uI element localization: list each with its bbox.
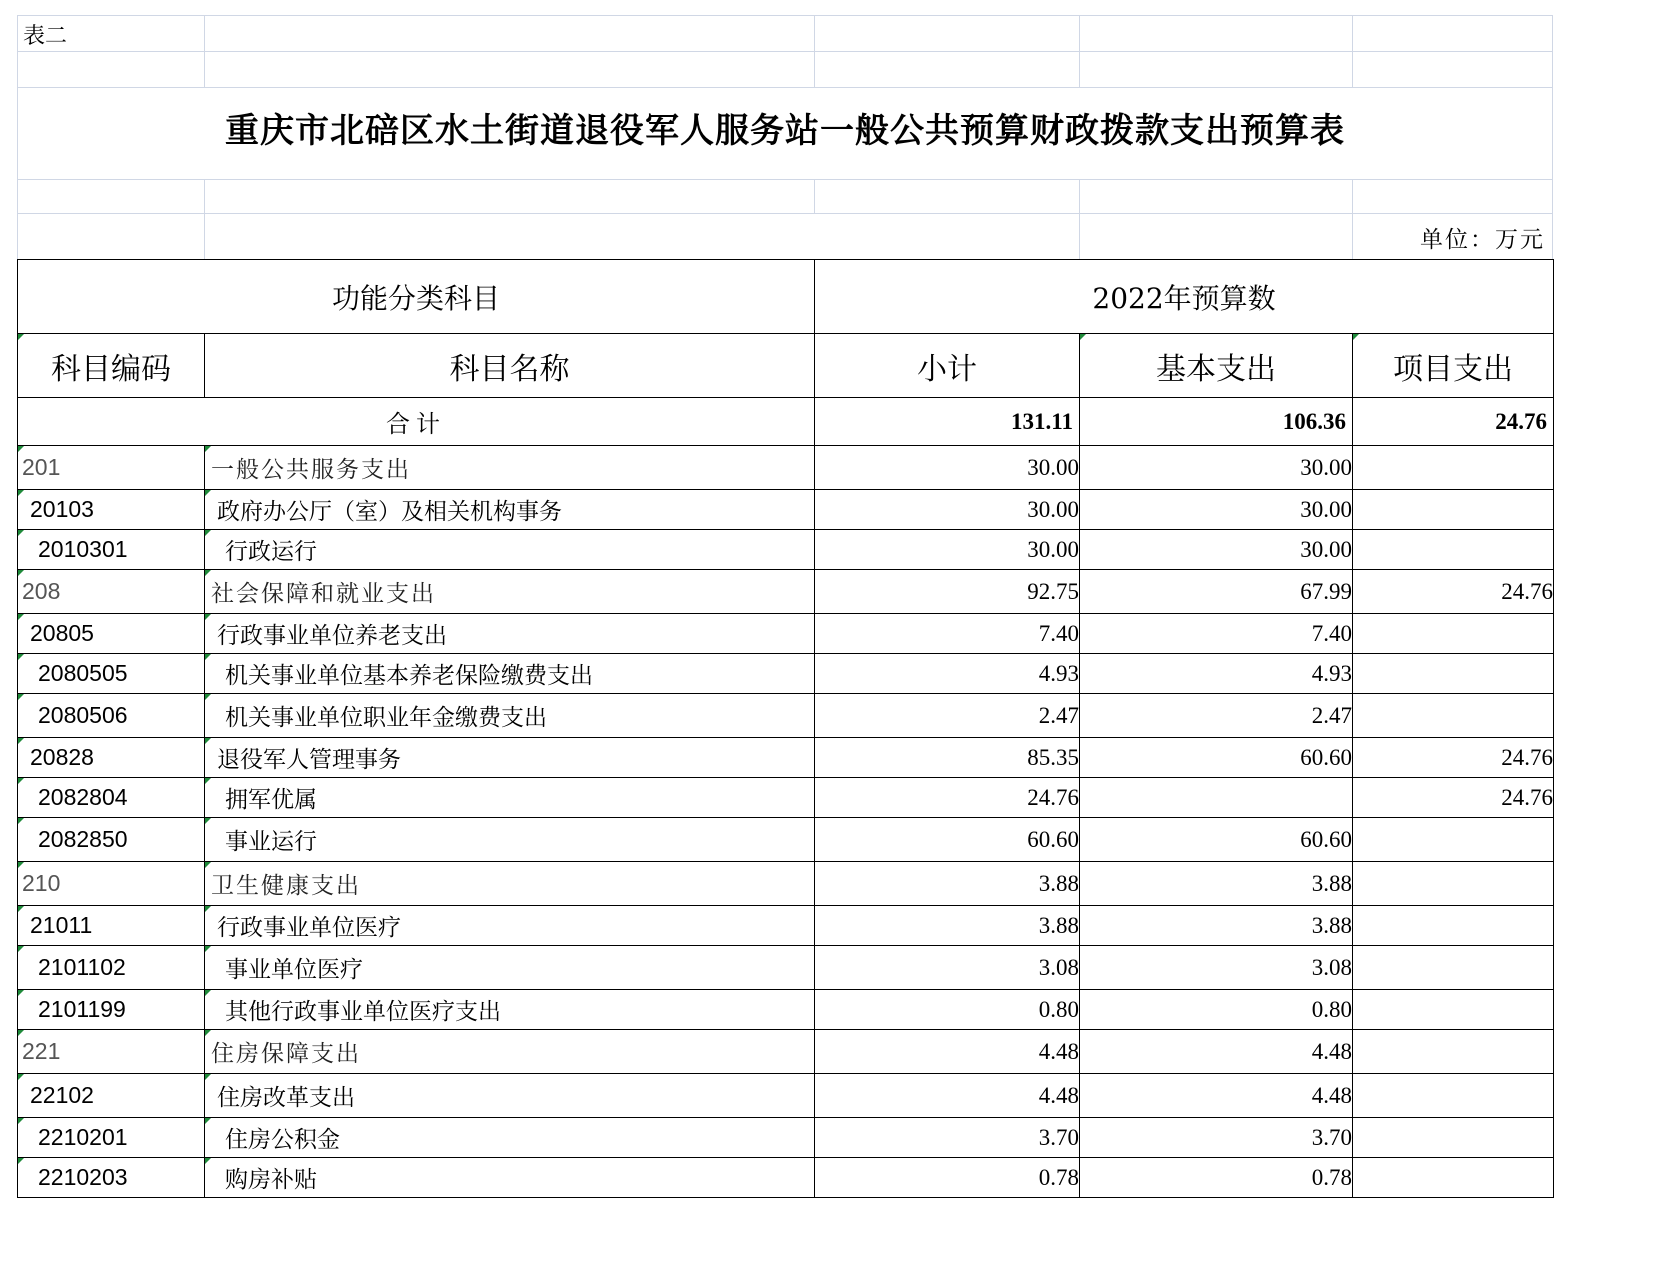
table-row	[18, 1158, 1554, 1198]
table-row	[18, 570, 1554, 614]
subject-code: 20805	[18, 614, 205, 654]
project-value	[1353, 694, 1554, 738]
subject-name: 事业单位医疗	[205, 946, 815, 990]
project-value	[1353, 1118, 1554, 1158]
table-row	[18, 694, 1554, 738]
table-row	[18, 1030, 1554, 1074]
subject-code: 2210203	[18, 1158, 205, 1198]
subject-name: 卫生健康支出	[205, 862, 815, 906]
basic-value: 3.08	[1080, 946, 1353, 990]
project-value	[1353, 530, 1554, 570]
header-function-category: 功能分类科目	[18, 260, 815, 334]
subject-code: 2101199	[18, 990, 205, 1030]
subject-code: 2082804	[18, 778, 205, 818]
sheet-label: 表二	[23, 24, 68, 49]
subject-name: 政府办公厅（室）及相关机构事务	[205, 490, 815, 530]
basic-value: 30.00	[1080, 490, 1353, 530]
subtotal-value: 24.76	[815, 778, 1080, 818]
basic-value	[1080, 778, 1353, 818]
subject-name: 住房改革支出	[205, 1074, 815, 1118]
table-row	[18, 1074, 1554, 1118]
subject-code: 2010301	[18, 530, 205, 570]
project-value: 24.76	[1353, 570, 1554, 614]
subtotal-value: 30.00	[815, 446, 1080, 490]
subject-code: 201	[18, 446, 205, 490]
project-value	[1353, 906, 1554, 946]
subject-name: 机关事业单位基本养老保险缴费支出	[205, 654, 815, 694]
project-value: 24.76	[1353, 738, 1554, 778]
project-value	[1353, 614, 1554, 654]
basic-value: 60.60	[1080, 818, 1353, 862]
subject-code: 2101102	[18, 946, 205, 990]
project-value	[1353, 862, 1554, 906]
project-value	[1353, 990, 1554, 1030]
grid-line	[1079, 179, 1080, 259]
project-value	[1353, 818, 1554, 862]
subtotal-value: 0.80	[815, 990, 1080, 1030]
project-value: 24.76	[1353, 778, 1554, 818]
grid-line	[1079, 15, 1080, 87]
table-row	[18, 778, 1554, 818]
table-row	[18, 906, 1554, 946]
basic-value: 4.48	[1080, 1030, 1353, 1074]
table-row	[18, 946, 1554, 990]
table-row	[18, 446, 1554, 490]
project-value	[1353, 654, 1554, 694]
subject-name: 购房补贴	[205, 1158, 815, 1198]
table-row	[18, 862, 1554, 906]
basic-value: 3.70	[1080, 1118, 1353, 1158]
subtotal-value: 3.88	[815, 862, 1080, 906]
subject-name: 机关事业单位职业年金缴费支出	[205, 694, 815, 738]
subject-code: 221	[18, 1030, 205, 1074]
subject-code: 20828	[18, 738, 205, 778]
basic-value: 3.88	[1080, 906, 1353, 946]
grid-line	[1352, 15, 1353, 87]
budget-sheet	[17, 15, 1553, 1260]
total-project: 24.76	[1353, 398, 1554, 446]
page-title: 重庆市北碚区水土街道退役军人服务站一般公共预算财政拨款支出预算表	[225, 111, 1345, 151]
subject-name: 事业运行	[205, 818, 815, 862]
grid-line	[1352, 179, 1353, 259]
basic-value: 60.60	[1080, 738, 1353, 778]
subtotal-value: 3.70	[815, 1118, 1080, 1158]
grid-line	[204, 179, 205, 259]
subject-code: 20103	[18, 490, 205, 530]
subject-code: 2080505	[18, 654, 205, 694]
header-code: 科目编码	[18, 334, 205, 398]
table-row	[18, 654, 1554, 694]
subtotal-value: 2.47	[815, 694, 1080, 738]
header-name: 科目名称	[205, 334, 815, 398]
grid-line	[814, 179, 815, 213]
table-row	[18, 738, 1554, 778]
basic-value: 7.40	[1080, 614, 1353, 654]
grid-line	[204, 15, 205, 87]
total-label: 合计	[18, 398, 815, 446]
subtotal-value: 7.40	[815, 614, 1080, 654]
grid-line	[17, 51, 1553, 52]
subtotal-value: 0.78	[815, 1158, 1080, 1198]
table-row	[18, 490, 1554, 530]
basic-value: 0.80	[1080, 990, 1353, 1030]
subject-name: 住房保障支出	[205, 1030, 815, 1074]
unit-label: 单位：万元	[1420, 227, 1545, 253]
basic-value: 4.93	[1080, 654, 1353, 694]
basic-value: 30.00	[1080, 530, 1353, 570]
total-row	[18, 398, 1554, 446]
project-value	[1353, 1074, 1554, 1118]
header-budget-year: 2022年预算数	[815, 260, 1554, 334]
header-group-row	[18, 260, 1554, 334]
subtotal-value: 3.88	[815, 906, 1080, 946]
subject-code: 2210201	[18, 1118, 205, 1158]
subtotal-value: 30.00	[815, 530, 1080, 570]
subject-name: 行政事业单位养老支出	[205, 614, 815, 654]
basic-value: 4.48	[1080, 1074, 1353, 1118]
subject-code: 2080506	[18, 694, 205, 738]
grid-line	[17, 15, 1553, 16]
project-value	[1353, 1158, 1554, 1198]
header-column-row	[18, 334, 1554, 398]
subtotal-value: 3.08	[815, 946, 1080, 990]
basic-value: 2.47	[1080, 694, 1353, 738]
subject-code: 208	[18, 570, 205, 614]
subtotal-value: 4.93	[815, 654, 1080, 694]
grid-line	[17, 213, 1553, 214]
subtotal-value: 4.48	[815, 1074, 1080, 1118]
subject-code: 21011	[18, 906, 205, 946]
subject-name: 行政运行	[205, 530, 815, 570]
subject-name: 社会保障和就业支出	[205, 570, 815, 614]
subject-name: 拥军优属	[205, 778, 815, 818]
subject-name: 退役军人管理事务	[205, 738, 815, 778]
subject-name: 住房公积金	[205, 1118, 815, 1158]
basic-value: 3.88	[1080, 862, 1353, 906]
table-row	[18, 818, 1554, 862]
project-value	[1353, 490, 1554, 530]
subject-code: 210	[18, 862, 205, 906]
subject-name: 一般公共服务支出	[205, 446, 815, 490]
basic-value: 30.00	[1080, 446, 1353, 490]
project-value	[1353, 446, 1554, 490]
table-row	[18, 1118, 1554, 1158]
grid-line	[17, 179, 1553, 180]
grid-line	[17, 87, 1553, 88]
table-row	[18, 530, 1554, 570]
subtotal-value: 30.00	[815, 490, 1080, 530]
total-basic: 106.36	[1080, 398, 1353, 446]
subtotal-value: 92.75	[815, 570, 1080, 614]
total-subtotal: 131.11	[815, 398, 1080, 446]
table-row	[18, 990, 1554, 1030]
subject-code: 22102	[18, 1074, 205, 1118]
subtotal-value: 4.48	[815, 1030, 1080, 1074]
basic-value: 0.78	[1080, 1158, 1353, 1198]
basic-value: 67.99	[1080, 570, 1353, 614]
subject-name: 行政事业单位医疗	[205, 906, 815, 946]
subject-code: 2082850	[18, 818, 205, 862]
header-project: 项目支出	[1353, 334, 1554, 398]
project-value	[1353, 1030, 1554, 1074]
budget-table	[17, 259, 1554, 1198]
header-basic: 基本支出	[1080, 334, 1353, 398]
project-value	[1353, 946, 1554, 990]
grid-line	[814, 15, 815, 87]
header-subtotal: 小计	[815, 334, 1080, 398]
table-row	[18, 614, 1554, 654]
subtotal-value: 60.60	[815, 818, 1080, 862]
subject-name: 其他行政事业单位医疗支出	[205, 990, 815, 1030]
subtotal-value: 85.35	[815, 738, 1080, 778]
